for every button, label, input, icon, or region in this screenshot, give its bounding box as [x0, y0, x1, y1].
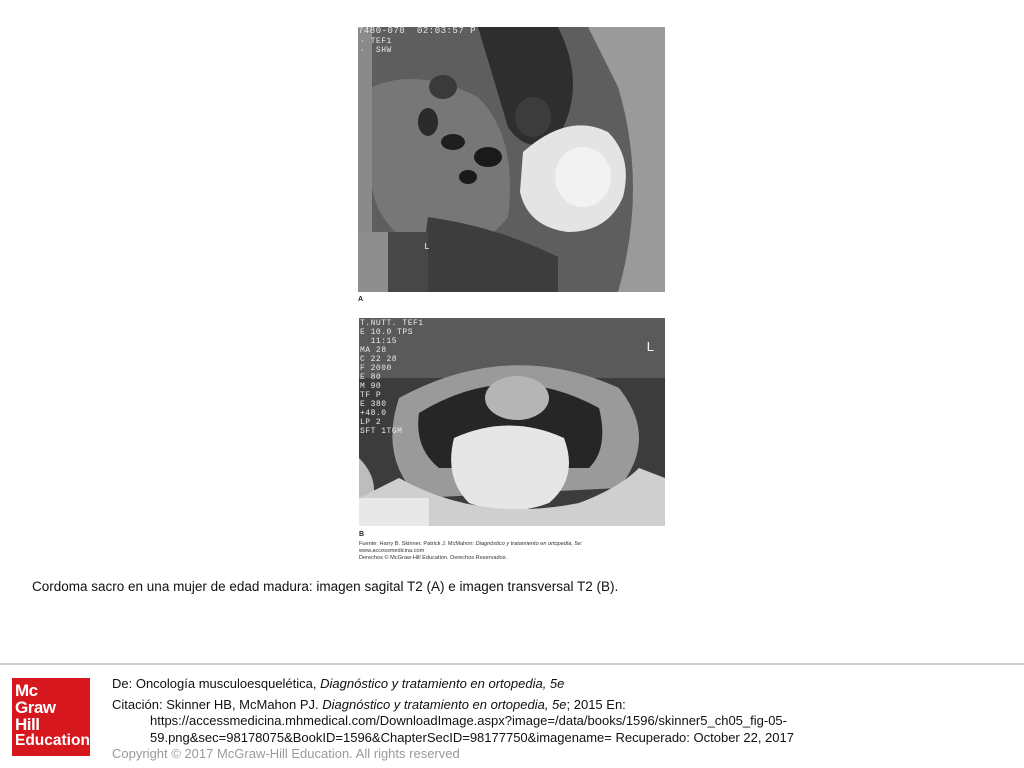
citation-url-line-1: https://accessmedicina.mhmedical.com/DownloadImage.aspx?image=/data/books/1596/skinner5_ch05_fig-05-	[150, 713, 787, 728]
mri-image-sagittal	[358, 27, 665, 292]
footer-divider	[0, 663, 1024, 665]
mri-header-text: 7480-070 02:03:57 P	[358, 27, 477, 36]
figure-source-credit	[359, 541, 599, 562]
mri-parameter-text: T.NUTT. TEF1 E 10.0 TPS 11:15 MA 28 C 22 28 F 2000 E 80 M 90 TF P E 380 +48.0 LP 2 SFT 1TGM	[360, 319, 424, 436]
from-book-title: Diagnóstico y tratamiento en ortopedia, 5e	[320, 676, 565, 691]
cite-prefix: Citación: Skinner HB, McMahon PJ.	[112, 697, 323, 712]
source-book-title: Diagnóstico y tratamiento en ortopedia, 5e	[475, 541, 581, 547]
orientation-marker: L	[646, 340, 655, 356]
citation-url-line-2: 59.png&sec=98178075&BookID=1596&ChapterSecID=98177750&imagename= Recuperado: October 22, 2017	[150, 730, 794, 745]
panel-label-b: B	[359, 531, 365, 538]
source-site: www.accessmedicina.com	[359, 548, 425, 554]
panel-label-a: A	[358, 296, 364, 303]
figure-caption: Cordoma sacro en una mujer de edad madura: imagen sagital T2 (A) e imagen transversal T2 (B).	[32, 579, 619, 594]
copyright-notice: Copyright © 2017 McGraw-Hill Education. All rights reserved	[112, 746, 460, 761]
logo-line-2: Graw	[15, 698, 56, 717]
logo-line-1: Mc	[15, 681, 38, 700]
logo-line-3: Hill	[15, 715, 40, 734]
footer-citation	[112, 697, 626, 712]
mcgraw-hill-logo	[12, 678, 90, 756]
from-prefix: De: Oncología musculoesquelética,	[112, 676, 321, 691]
logo-line-4: Education	[15, 732, 90, 749]
source-suffix: :	[580, 541, 583, 547]
mri-parameter-text: · TEF1 · SHW	[360, 37, 392, 55]
source-rights: Derechos © McGraw-Hill Education. Derechos Reservados.	[359, 555, 508, 561]
cite-suffix: ; 2015 En:	[566, 697, 626, 712]
mri-image-transverse	[359, 318, 665, 526]
orientation-marker: L	[424, 242, 430, 252]
cite-book-title: Diagnóstico y tratamiento en ortopedia, 5e	[322, 697, 567, 712]
mri-sagittal-drawing	[358, 27, 665, 292]
footer-from	[112, 676, 564, 691]
source-prefix: Fuente: Harry B. Skinner, Patrick J. McMahon:	[359, 541, 476, 547]
